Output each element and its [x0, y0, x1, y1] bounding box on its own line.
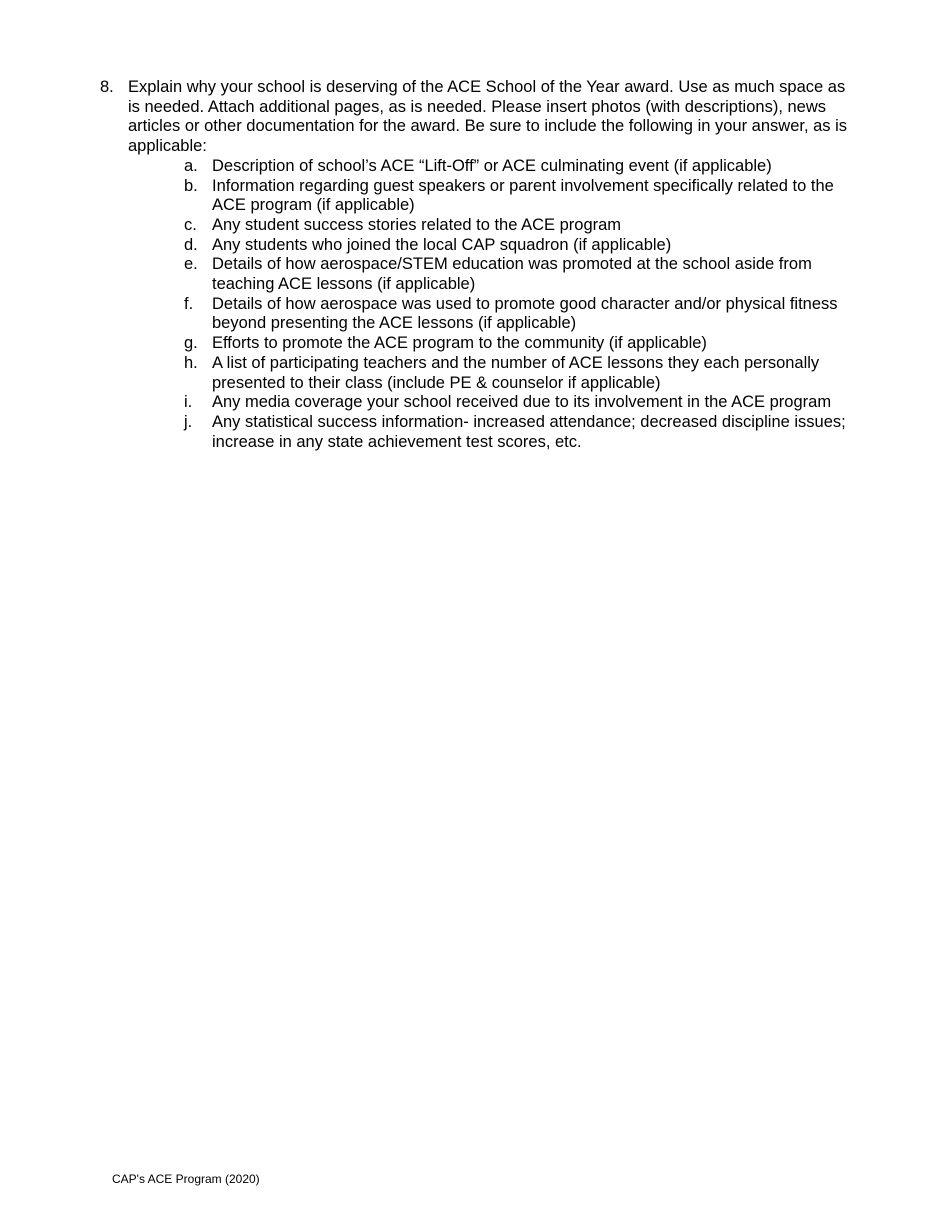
question-number: 8.: [100, 78, 114, 96]
list-item-letter: e.: [184, 255, 198, 274]
page-footer: CAP's ACE Program (2020): [112, 1172, 260, 1186]
list-item-text: A list of participating teachers and the number of ACE lessons they each personally presented to their class (include PE & counselor if applicable): [212, 353, 820, 392]
list-item-letter: c.: [184, 215, 197, 234]
list-item-letter: f.: [184, 294, 194, 313]
list-item: [184, 255, 860, 294]
list-item-text: Details of how aerospace/STEM education was promoted at the school aside from teaching ACE lessons (if applicable): [212, 255, 812, 294]
list-item-text: Any student success stories related to the ACE program: [212, 215, 622, 234]
list-item-letter: g.: [184, 334, 198, 353]
list-item: [184, 216, 860, 236]
list-item: [184, 236, 860, 256]
list-item-text: Description of school’s ACE “Lift-Off” or ACE culminating event (if applicable): [212, 156, 772, 175]
list-item-text: Information regarding guest speakers or parent involvement specifically related to the ACE program (if applicable): [212, 176, 834, 215]
list-item: [184, 157, 860, 177]
answer-checklist: [184, 157, 860, 453]
question-row: [100, 78, 860, 157]
list-item-text: Efforts to promote the ACE program to the community (if applicable): [212, 334, 707, 353]
list-item-letter: b.: [184, 176, 198, 195]
list-item-text: Any students who joined the local CAP squadron (if applicable): [212, 235, 672, 254]
list-item: [184, 413, 860, 452]
list-item-letter: a.: [184, 156, 198, 175]
list-item-text: Any statistical success information- increased attendance; decreased discipline issues; increase in any state achievement test scores, etc.: [212, 412, 846, 451]
question-text: Explain why your school is deserving of the ACE School of the Year award. Use as much space as is needed. Attach additional pages, as is needed. Please insert photos (with descriptions), news articles or other documentation for the award. Be sure to include the following in your answer, as is applicable:: [128, 78, 848, 156]
list-item: [184, 393, 860, 413]
question-8: [100, 78, 860, 452]
list-item: [184, 177, 860, 216]
list-item-text: Details of how aerospace was used to promote good character and/or physical fitness beyond presenting the ACE lessons (if applicable): [212, 294, 838, 333]
list-item-letter: h.: [184, 353, 198, 372]
list-item: [184, 295, 860, 334]
list-item-letter: d.: [184, 235, 198, 254]
list-item-text: Any media coverage your school received due to its involvement in the ACE program: [212, 393, 832, 412]
list-item: [184, 354, 860, 393]
list-item: [184, 334, 860, 354]
list-item-letter: i.: [184, 393, 193, 412]
list-item-letter: j.: [184, 412, 193, 431]
